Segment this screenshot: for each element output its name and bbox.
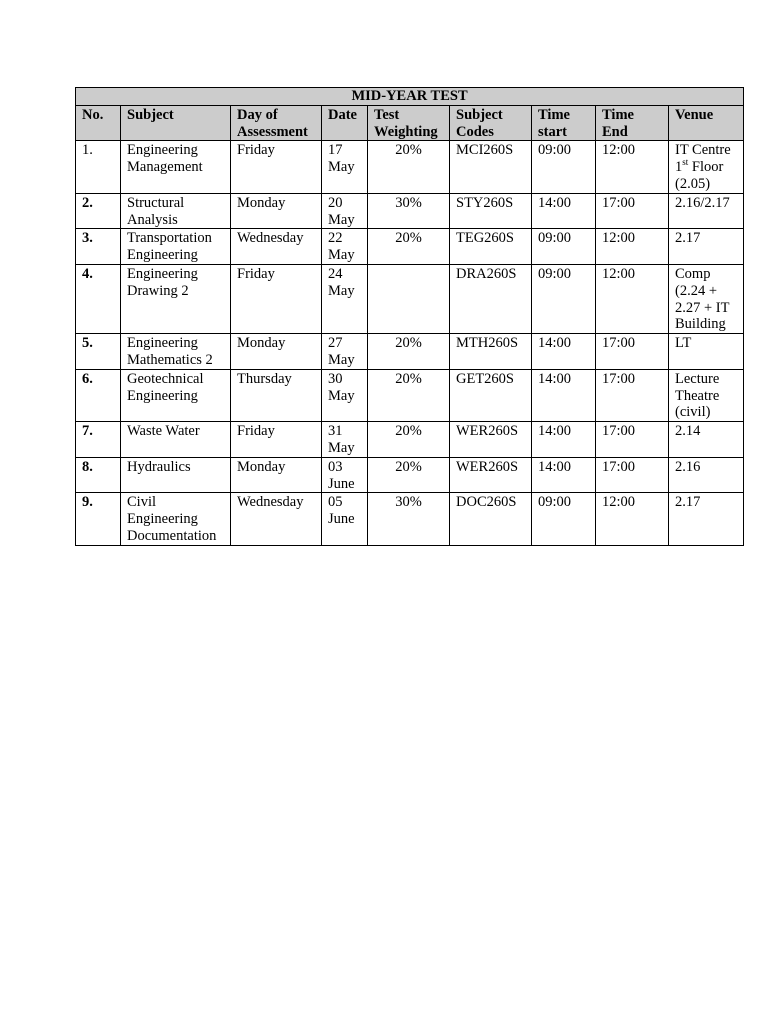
row-date: 17 May bbox=[322, 141, 368, 193]
row-date: 30 May bbox=[322, 369, 368, 421]
row-venue: 2.16 bbox=[669, 457, 744, 493]
row-date: 27 May bbox=[322, 334, 368, 370]
row-day: Wednesday bbox=[231, 229, 322, 265]
row-date: 22 May bbox=[322, 229, 368, 265]
row-day: Friday bbox=[231, 141, 322, 193]
row-day: Wednesday bbox=[231, 493, 322, 545]
row-end: 17:00 bbox=[596, 457, 669, 493]
row-code: MTH260S bbox=[450, 334, 532, 370]
row-day: Friday bbox=[231, 422, 322, 458]
row-number: 6. bbox=[76, 369, 121, 421]
row-code: DOC260S bbox=[450, 493, 532, 545]
row-weighting: 20% bbox=[368, 457, 450, 493]
row-venue: LT bbox=[669, 334, 744, 370]
table-row bbox=[76, 264, 744, 333]
row-day: Friday bbox=[231, 264, 322, 333]
row-subject: Structural Analysis bbox=[121, 193, 231, 229]
row-code: GET260S bbox=[450, 369, 532, 421]
row-code: WER260S bbox=[450, 422, 532, 458]
row-subject: Hydraulics bbox=[121, 457, 231, 493]
row-end: 12:00 bbox=[596, 229, 669, 265]
row-end: 12:00 bbox=[596, 264, 669, 333]
row-day: Monday bbox=[231, 457, 322, 493]
row-weighting: 20% bbox=[368, 229, 450, 265]
row-code: MCI260S bbox=[450, 141, 532, 193]
row-start: 09:00 bbox=[532, 229, 596, 265]
row-start: 09:00 bbox=[532, 493, 596, 545]
row-weighting: 30% bbox=[368, 193, 450, 229]
row-end: 17:00 bbox=[596, 193, 669, 229]
row-start: 09:00 bbox=[532, 141, 596, 193]
row-day: Monday bbox=[231, 193, 322, 229]
row-venue: Lecture Theatre (civil) bbox=[669, 369, 744, 421]
row-end: 12:00 bbox=[596, 141, 669, 193]
row-code: STY260S bbox=[450, 193, 532, 229]
row-date: 20 May bbox=[322, 193, 368, 229]
row-subject: Transportation Engineering bbox=[121, 229, 231, 265]
row-venue-superscript: st bbox=[682, 157, 689, 168]
row-date: 24 May bbox=[322, 264, 368, 333]
row-subject: Civil Engineering Documentation bbox=[121, 493, 231, 545]
row-weighting: 30% bbox=[368, 493, 450, 545]
table-row bbox=[76, 457, 744, 493]
header-date: Date bbox=[322, 105, 368, 141]
row-subject: Waste Water bbox=[121, 422, 231, 458]
row-number: 7. bbox=[76, 422, 121, 458]
row-weighting bbox=[368, 264, 450, 333]
table-row bbox=[76, 193, 744, 229]
row-date: 05 June bbox=[322, 493, 368, 545]
header-start: Time start bbox=[532, 105, 596, 141]
table-row bbox=[76, 493, 744, 545]
table-row bbox=[76, 334, 744, 370]
table-row bbox=[76, 422, 744, 458]
row-weighting: 20% bbox=[368, 334, 450, 370]
row-end: 17:00 bbox=[596, 422, 669, 458]
header-subject: Subject bbox=[121, 105, 231, 141]
row-start: 14:00 bbox=[532, 369, 596, 421]
row-subject: Engineering Drawing 2 bbox=[121, 264, 231, 333]
row-subject: Geotechnical Engineering bbox=[121, 369, 231, 421]
row-venue: Comp (2.24 + 2.27 + IT Building bbox=[669, 264, 744, 333]
row-start: 14:00 bbox=[532, 193, 596, 229]
row-start: 14:00 bbox=[532, 457, 596, 493]
row-weighting: 20% bbox=[368, 369, 450, 421]
header-codes: Subject Codes bbox=[450, 105, 532, 141]
table-header-row bbox=[76, 105, 744, 141]
row-day: Thursday bbox=[231, 369, 322, 421]
table-row bbox=[76, 141, 744, 193]
row-start: 14:00 bbox=[532, 334, 596, 370]
row-number: 9. bbox=[76, 493, 121, 545]
row-venue: 2.14 bbox=[669, 422, 744, 458]
row-number: 2. bbox=[76, 193, 121, 229]
row-date: 03 June bbox=[322, 457, 368, 493]
row-start: 14:00 bbox=[532, 422, 596, 458]
row-end: 12:00 bbox=[596, 493, 669, 545]
row-end: 17:00 bbox=[596, 334, 669, 370]
row-number: 4. bbox=[76, 264, 121, 333]
row-start: 09:00 bbox=[532, 264, 596, 333]
row-venue bbox=[669, 141, 744, 193]
header-weighting: Test Weighting bbox=[368, 105, 450, 141]
row-number: 3. bbox=[76, 229, 121, 265]
table-row bbox=[76, 369, 744, 421]
table-row bbox=[76, 229, 744, 265]
table-title-row bbox=[76, 88, 744, 106]
document-page bbox=[75, 87, 743, 546]
row-venue: 2.17 bbox=[669, 493, 744, 545]
row-number: 1. bbox=[76, 141, 121, 193]
mid-year-test-table bbox=[75, 87, 744, 546]
row-venue: 2.16/2.17 bbox=[669, 193, 744, 229]
row-weighting: 20% bbox=[368, 422, 450, 458]
row-number: 8. bbox=[76, 457, 121, 493]
row-venue: 2.17 bbox=[669, 229, 744, 265]
row-subject: Engineering Mathematics 2 bbox=[121, 334, 231, 370]
header-venue: Venue bbox=[669, 105, 744, 141]
row-venue-text-rest: Floor (2.05) bbox=[675, 159, 724, 192]
row-weighting: 20% bbox=[368, 141, 450, 193]
row-end: 17:00 bbox=[596, 369, 669, 421]
row-subject: Engineering Management bbox=[121, 141, 231, 193]
row-day: Monday bbox=[231, 334, 322, 370]
row-code: WER260S bbox=[450, 457, 532, 493]
table-title: MID-YEAR TEST bbox=[76, 88, 744, 106]
row-date: 31 May bbox=[322, 422, 368, 458]
row-number: 5. bbox=[76, 334, 121, 370]
row-code: DRA260S bbox=[450, 264, 532, 333]
row-venue-text: IT Centre 1 bbox=[675, 142, 731, 176]
header-day: Day of Assessment bbox=[231, 105, 322, 141]
row-code: TEG260S bbox=[450, 229, 532, 265]
header-end: Time End bbox=[596, 105, 669, 141]
header-no: No. bbox=[76, 105, 121, 141]
